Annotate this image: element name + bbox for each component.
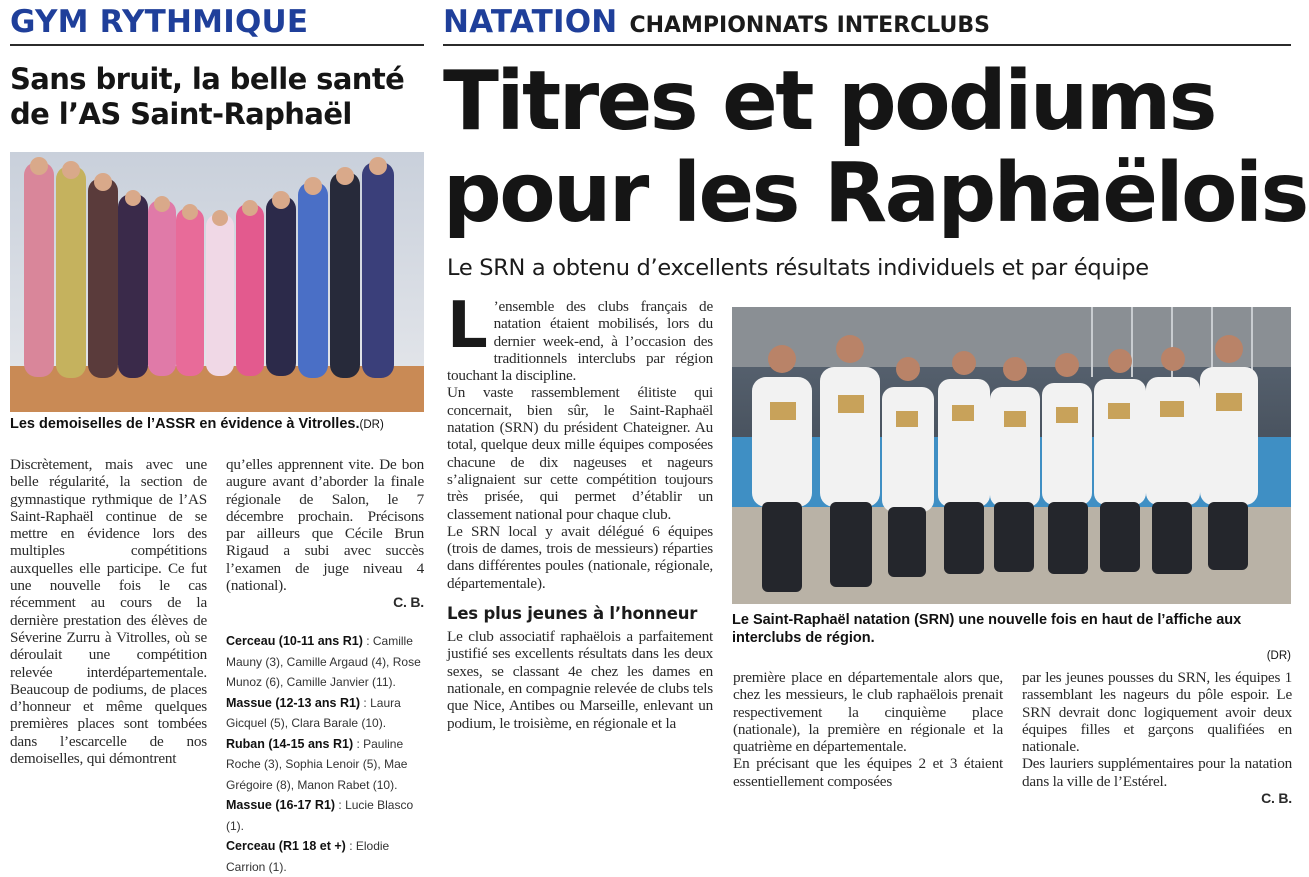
- result-item: [226, 836, 424, 877]
- result-label: Cerceau (R1 18 et +): [226, 839, 346, 853]
- result-label: Cerceau (10-11 ans R1): [226, 634, 363, 648]
- right-body-column-2: [733, 669, 1003, 790]
- result-label: Massue (16-17 R1): [226, 798, 336, 812]
- right-photo-caption: [732, 611, 1291, 665]
- right-signature: C. B.: [1261, 790, 1292, 807]
- right-lead-paragraph: [447, 289, 713, 385]
- right-subhead: Les plus jeunes à l’honneur: [447, 604, 698, 624]
- result-item: [226, 795, 424, 836]
- right-headline-line-2: pour les Raphaëlois: [443, 146, 1307, 241]
- left-paragraph-1: Discrètement, mais avec une belle régularité, la section de gymnastique rythmique de l’AS Saint-Raphaël continue de se mettre en évidence lors des multiples compétitions auxquelles elle participe. Ce fut une nouvelle fois le cas récemment au cours de la dernière prestation des élèves de Séverine Zurru à Vitrolles, où se déroulait une compétition relevée interdépartementale. Beaucoup de podiums, de places d’honneur et même quelques premières places sont tombées dans l’escarcelle de nos demoiselles, qui démontrent: [10, 456, 207, 768]
- left-rubric: GYM RYTHMIQUE: [10, 4, 309, 40]
- left-body-column-1: [10, 456, 207, 767]
- right-standfirst: Le SRN a obtenu d’excellents résultats individuels et par équipe: [447, 255, 1149, 281]
- swim-team-photo: [732, 307, 1291, 604]
- result-item: [226, 693, 424, 734]
- right-caption-text: Le Saint-Raphaël natation (SRN) une nouvelle fois en haut de l’affiche aux interclubs de région.: [732, 612, 1242, 646]
- left-photo-caption: [10, 415, 424, 434]
- left-caption-credit: (DR): [359, 419, 384, 431]
- result-text: : Lucie Blasco (1).: [226, 798, 414, 833]
- left-signature: C. B.: [393, 594, 424, 611]
- right-paragraph-8: Des lauriers supplémentaires pour la natation dans la ville de l’Estérel.: [1022, 755, 1292, 790]
- result-label: Massue (12-13 ans R1): [226, 695, 361, 710]
- left-paragraph-2: qu’elles apprennent vite. De bon augure avant d’aborder la finale régionale de Salon, le 7 décembre prochain. Précisons par ailleurs que Cécile Brun Rigaud a subi avec succès l’examen de juge niveau 4 (national).: [226, 456, 424, 595]
- right-paragraph-3: Le SRN local y avait délégué 6 équipes (trois de dames, trois de messieurs) réparties dans différentes poules (nationale, régionale, départementale).: [447, 522, 713, 592]
- result-text: : Elodie Carrion (1).: [226, 839, 390, 874]
- right-paragraph-7: par les jeunes pousses du SRN, les équipes 1 rassemblant les nageurs du pôle espoir. Le SRN devrait donc logiquement avoir deux équipes filles et garçons qualifiées en nationale.: [1022, 669, 1292, 756]
- left-headline: [10, 62, 424, 132]
- swim-team-illustration: [732, 307, 1291, 604]
- right-rubric-line: [443, 4, 990, 40]
- left-rubric-rule: [10, 44, 424, 46]
- right-paragraph-5: première place en départementale alors que, chez les messieurs, le club raphaëlois prenait respectivement la cinquième place (nationale), la première en régionale et la quatrième en départementale.: [733, 669, 1003, 756]
- result-item: [226, 631, 424, 693]
- right-body-column-3: [1022, 669, 1292, 807]
- result-item: [226, 734, 424, 796]
- right-headline: [443, 54, 1307, 241]
- left-headline-line-2: de l’AS Saint-Raphaël: [10, 97, 352, 131]
- result-text: : Camille Mauny (3), Camille Argaud (4), Rose Munoz (6), Camille Janvier (11).: [226, 634, 421, 689]
- gym-team-illustration: [10, 152, 424, 412]
- right-paragraph-6: En précisant que les équipes 2 et 3 étaient essentiellement composées: [733, 755, 1003, 790]
- left-body-column-2: [226, 456, 424, 611]
- right-body-column-1: [447, 289, 713, 732]
- gym-team-photo: [10, 152, 424, 412]
- left-headline-line-1: Sans bruit, la belle santé: [10, 62, 405, 96]
- right-paragraph-4: Le club associatif raphaëlois a parfaitement justifié ses excellents résultats dans les deux sexes, se classant 4e chez les dames en nationale, en compagnie relevée de clubs tels que Nice, Antibes ou Marseille, enlevant un podium, le troisième, en régionale et la: [447, 628, 713, 732]
- right-subrubric: CHAMPIONNATS INTERCLUBS: [629, 13, 991, 38]
- right-rubric: NATATION: [443, 4, 618, 40]
- right-headline-line-1: Titres et podiums: [443, 54, 1215, 149]
- left-caption-text: Les demoiselles de l’ASSR en évidence à Vitrolles.: [10, 416, 360, 432]
- right-caption-credit: (DR): [1266, 650, 1291, 662]
- right-rubric-rule: [443, 44, 1291, 46]
- right-lead-text: ’ensemble des clubs français de natation étaient mobilisés, lors du dernier week-end, à l’occasion des traditionnels interclubs par région touchant la discipline.: [447, 298, 713, 385]
- result-text: : Pauline Roche (3), Sophia Lenoir (5), Mae Grégoire (8), Manon Rabet (10).: [226, 736, 408, 792]
- result-text: : Laura Gicquel (5), Clara Barale (10).: [226, 695, 401, 730]
- gym-results-list: [226, 631, 424, 877]
- right-paragraph-2: Un vaste rassemblement élitiste qui concernait, bien sûr, le Saint-Raphaël natation (SRN) du président Chateigner. Au total, quelque deux mille équipes composées chacune de dix nageuses et nageurs s’alignaient sur cette compétition toujours très prisée, qui permet d’établir un classement national pour chaque club.: [447, 384, 713, 523]
- dropcap: L: [447, 289, 488, 363]
- result-label: Ruban (14-15 ans R1): [226, 736, 354, 751]
